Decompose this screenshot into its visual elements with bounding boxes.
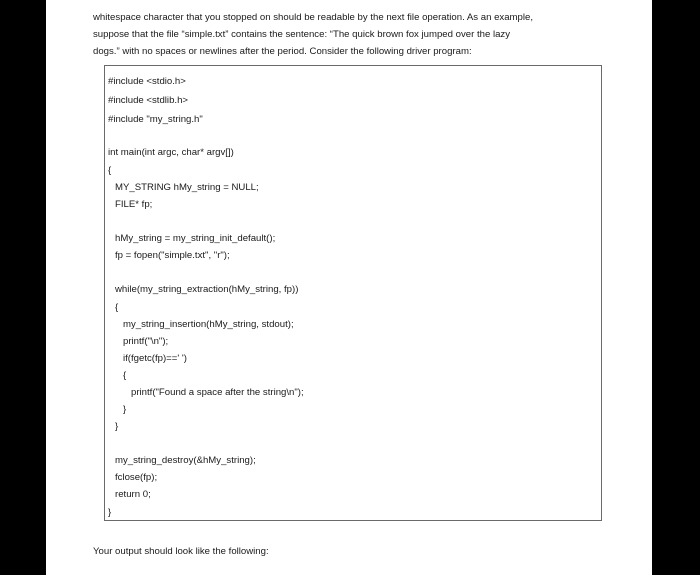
intro-paragraph — [93, 9, 617, 60]
code-brace-close-if: } — [123, 404, 127, 415]
code-include-stdlib: #include <stdlib.h> — [108, 95, 189, 106]
code-if-condition: if(fgetc(fp)==' ') — [123, 353, 187, 364]
code-include-mystring: #include "my_string.h" — [108, 114, 203, 125]
code-brace-close-while: } — [115, 421, 119, 432]
code-brace-open-while: { — [115, 302, 119, 313]
intro-line-3: dogs.” with no spaces or newlines after the period. Consider the following driver program: — [93, 46, 472, 57]
code-destroy-call: my_string_destroy(&hMy_string); — [115, 455, 256, 466]
code-brace-open-if: { — [123, 370, 127, 381]
code-printf-space: printf("Found a space after the string\n"); — [131, 387, 304, 398]
intro-line-2: suppose that the file “simple.txt” contains the sentence: “The quick brown fox jumped over the lazy — [93, 29, 511, 40]
code-include-stdio: #include <stdio.h> — [108, 76, 186, 87]
code-main-signature: int main(int argc, char* argv[]) — [108, 147, 234, 158]
code-fopen-call: fp = fopen("simple.txt", "r"); — [115, 250, 230, 261]
code-brace-open-main: { — [108, 165, 112, 176]
code-init-call: hMy_string = my_string_init_default(); — [115, 233, 276, 244]
outro-text: Your output should look like the following: — [93, 546, 269, 557]
code-decl-hmy-string: MY_STRING hMy_string = NULL; — [115, 182, 259, 193]
code-brace-close-main: } — [108, 507, 112, 518]
document-page — [46, 0, 652, 575]
code-decl-fp: FILE* fp; — [115, 199, 153, 210]
code-printf-newline: printf("\n"); — [123, 336, 169, 347]
code-while-condition: while(my_string_extraction(hMy_string, fp)) — [115, 284, 299, 295]
code-return-statement: return 0; — [115, 489, 151, 500]
code-fclose-call: fclose(fp); — [115, 472, 158, 483]
code-insertion-call: my_string_insertion(hMy_string, stdout); — [123, 319, 294, 330]
intro-line-1: whitespace character that you stopped on should be readable by the next file operation. As an example, — [93, 12, 534, 23]
